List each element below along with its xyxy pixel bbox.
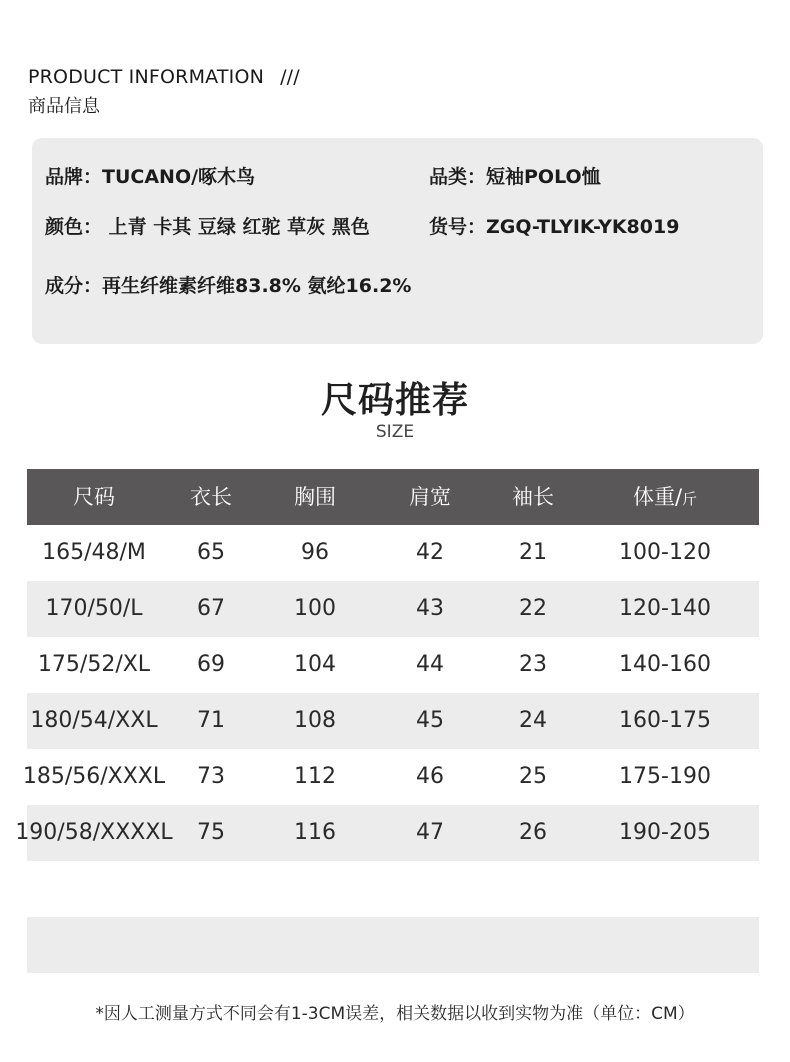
header-shoulder: 肩宽 (409, 485, 451, 509)
product-info-panel (32, 138, 763, 344)
product-info-title-cn: 商品信息 (28, 96, 100, 117)
item-number-field: 货号：ZGQ-TLYIK-YK8019 (429, 216, 680, 238)
blank-table-band (27, 917, 759, 973)
colors-field: 颜色： 上青 卡其 豆绿 红驼 草灰 黑色 (45, 216, 370, 238)
cell-shoulder: 45 (416, 708, 444, 733)
table-row (22, 749, 759, 805)
cell-length: 65 (197, 540, 225, 565)
cell-length: 69 (197, 652, 225, 677)
cell-length: 67 (197, 596, 225, 621)
table-row (15, 805, 759, 861)
header-weight (605, 469, 725, 525)
category-field: 品类：短袖POLO恤 (429, 166, 601, 188)
header-size: 尺码 (73, 485, 115, 509)
cell-size: 170/50/L (45, 596, 143, 621)
cell-size: 180/54/XXL (30, 708, 158, 733)
cell-sleeve: 26 (519, 820, 547, 845)
table-row (27, 581, 759, 637)
cell-length: 73 (197, 764, 225, 789)
cell-weight: 175-190 (619, 764, 711, 789)
cell-chest: 96 (301, 540, 329, 565)
title-slashes: /// (280, 66, 300, 88)
header-chest: 胸围 (294, 485, 336, 509)
cell-shoulder: 44 (416, 652, 444, 677)
header-sleeve: 袖长 (512, 485, 554, 509)
cell-weight: 120-140 (619, 596, 711, 621)
cell-chest: 108 (294, 708, 336, 733)
cell-shoulder: 47 (416, 820, 444, 845)
size-section-title: 尺码推荐 (320, 380, 469, 421)
cell-sleeve: 21 (519, 540, 547, 565)
product-info-title-en-text: PRODUCT INFORMATION (28, 66, 265, 88)
header-weight-label: 体重/ (632, 485, 683, 509)
cell-sleeve: 25 (519, 764, 547, 789)
size-table-header (27, 469, 759, 525)
cell-size: 185/56/XXXL (22, 764, 166, 789)
cell-weight: 100-120 (619, 540, 711, 565)
cell-sleeve: 24 (519, 708, 547, 733)
cell-length: 75 (197, 820, 225, 845)
cell-shoulder: 43 (416, 596, 444, 621)
cell-chest: 116 (294, 820, 336, 845)
product-info-title-en (28, 66, 300, 88)
cell-weight: 160-175 (619, 708, 711, 733)
measurement-footnote: *因人工测量方式不同会有1-3CM误差，相关数据以收到实物为准（单位：CM） (95, 1004, 695, 1024)
cell-sleeve: 23 (519, 652, 547, 677)
cell-size: 165/48/M (42, 540, 146, 565)
table-row (27, 525, 759, 581)
header-weight-unit: 斤 (682, 490, 698, 508)
size-table (15, 469, 759, 861)
cell-sleeve: 22 (519, 596, 547, 621)
cell-size: 190/58/XXXXL (15, 820, 173, 845)
cell-weight: 190-205 (619, 820, 711, 845)
cell-shoulder: 46 (416, 764, 444, 789)
size-section-subtitle: SIZE (375, 422, 415, 442)
cell-weight: 140-160 (619, 652, 711, 677)
cell-chest: 100 (294, 596, 336, 621)
cell-chest: 104 (294, 652, 336, 677)
header-length: 衣长 (190, 485, 232, 509)
cell-chest: 112 (294, 764, 336, 789)
cell-shoulder: 42 (416, 540, 444, 565)
table-row (27, 637, 759, 693)
cell-size: 175/52/XL (37, 652, 151, 677)
brand-field: 品牌：TUCANO/啄木鸟 (45, 166, 256, 188)
table-row (27, 693, 759, 749)
composition-field: 成分：再生纤维素纤维83.8% 氨纶16.2% (45, 275, 412, 297)
cell-length: 71 (197, 708, 225, 733)
